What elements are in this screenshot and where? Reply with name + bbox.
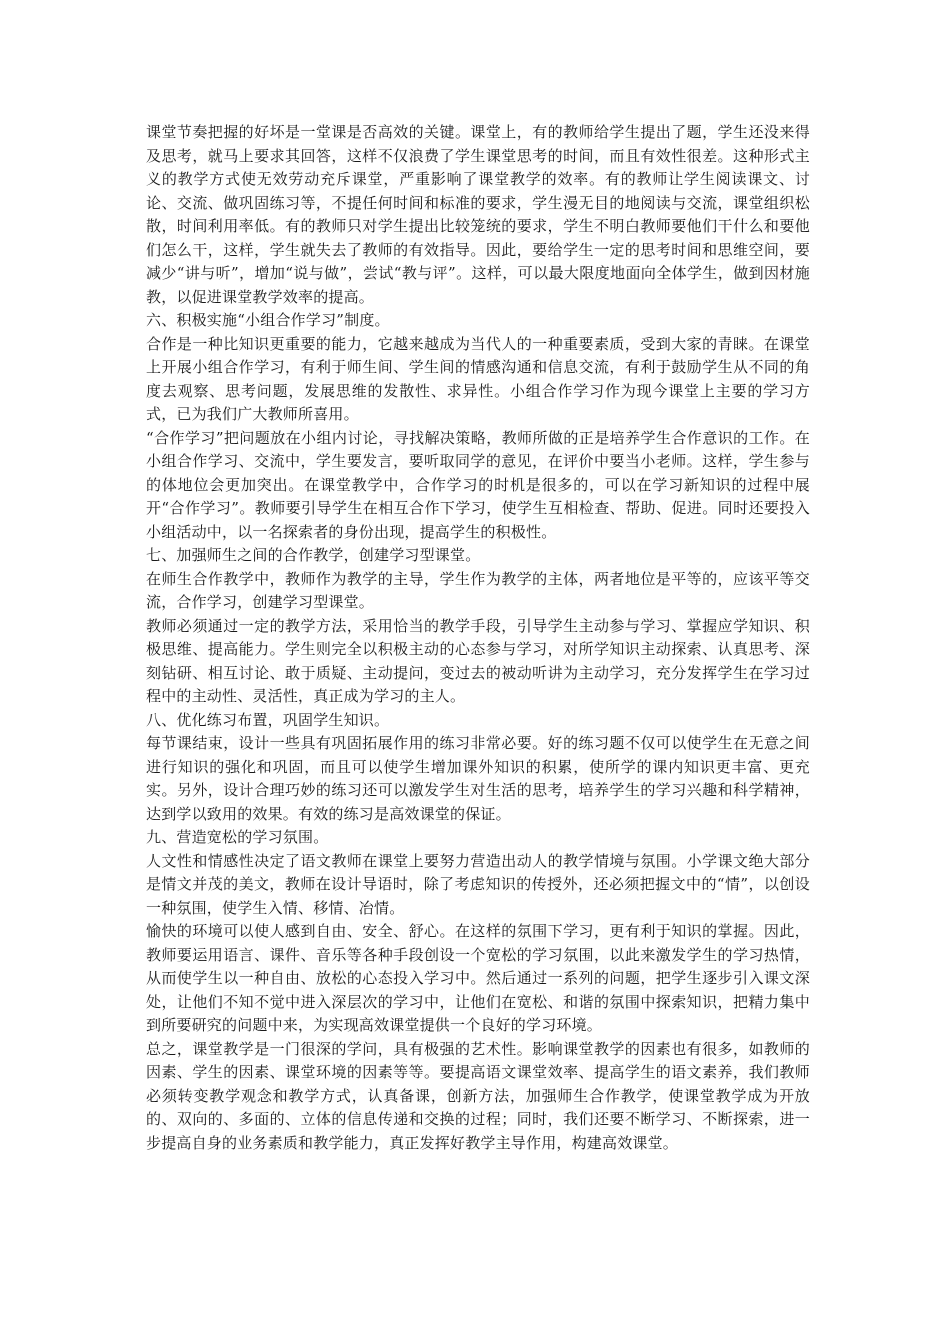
paragraph-conclusion: 总之，课堂教学是一门很深的学问，具有极强的艺术性。影响课堂教学的因素也有很多，如教师的因素、学生的因素、课堂环境的因素等等。要提高语文课堂效率、提高学生的语文素养，我们教师必须转变教学观念和教学方式，认真备课，创新方法，加强师生合作教学，使课堂教学成为开放的、双向的、多面的、立体的信息传递和交换的过程；同时，我们还要不断学习、不断探索，进一步提高自身的业务素质和教学能力，真正发挥好教学主导作用，构建高效课堂。 bbox=[146, 1039, 810, 1152]
section-heading-seven: 七、加强师生之间的合作教学，创建学习型课堂。 bbox=[146, 546, 481, 564]
document-body bbox=[146, 121, 810, 1155]
paragraph-cooperative-learning: “合作学习”把问题放在小组内讨论，寻找解决策略，教师所做的正是培养学生合作意识的工作。在小组合作学习、交流中，学生要发言，要听取同学的意见，在评价中要当小老师。这样，学生参与的体地位会更加突出。在课堂教学中，合作学习的时机是很多的，可以在学习新知识的过程中展开“合作学习”。教师要引导学生在相互合作下学习，使学生互相检查、帮助、促进。同时还要投入小组活动中，以一名探索者的身份出现，提高学生的积极性。 bbox=[146, 428, 810, 541]
paragraph-classroom-rhythm: 课堂节奏把握的好坏是一堂课是否高效的关键。课堂上，有的教师给学生提出了题，学生还没来得及思考，就马上要求其回答，这样不仅浪费了学生课堂思考的时间，而且有效性很差。这种形式主义的教学方式使无效劳动充斥课堂，严重影响了课堂教学的效率。有的教师让学生阅读课文、讨论、交流、做巩固练习等，不提任何时间和标准的要求，学生漫无目的地阅读与交流，课堂组织松散，时间利用率低。有的教师只对学生提出比较笼统的要求，学生不明白教师要他们干什么和要他们怎么干，这样，学生就失去了教师的有效指导。因此，要给学生一定的思考时间和思维空间，要减少“讲与听”，增加“说与做”，尝试“教与评”。这样，可以最大限度地面向全体学生，做到因材施教，以促进课堂教学效率的提高。 bbox=[146, 123, 810, 306]
paragraph-cooperation-ability: 合作是一种比知识更重要的能力，它越来越成为当代人的一种重要素质，受到大家的青睐。在课堂上开展小组合作学习，有利于师生间、学生间的情感沟通和信息交流，有利于鼓励学生从不同的角度去观察、思考问题，发展思维的发散性、求异性。小组合作学习作为现今课堂上主要的学习方式，已为我们广大教师所喜用。 bbox=[146, 334, 810, 423]
paragraph-atmosphere: 人文性和情感性决定了语文教师在课堂上要努力营造出动人的教学情境与氛围。小学课文绝大部分是情文并茂的美文，教师在设计导语时，除了考虑知识的传授外，还必须把握文中的“情”，以创设一种氛围，使学生入情、移情、冶情。 bbox=[146, 851, 810, 917]
section-heading-nine: 九、营造宽松的学习氛围。 bbox=[146, 828, 329, 846]
paragraph-exercises: 每节课结束，设计一些具有巩固拓展作用的练习非常必要。好的练习题不仅可以使学生在无意之间进行知识的强化和巩固，而且可以使学生增加课外知识的积累，使所学的课内知识更丰富、更充实。另外，设计合理巧妙的练习还可以激发学生对生活的思考，培养学生的学习兴趣和科学精神，达到学以致用的效果。有效的练习是高效课堂的保证。 bbox=[146, 734, 810, 823]
section-heading-eight: 八、优化练习布置，巩固学生知识。 bbox=[146, 710, 390, 729]
section-heading-six: 六、积极实施“小组合作学习”制度。 bbox=[146, 311, 390, 329]
paragraph-teacher-student-cooperation: 在师生合作教学中，教师作为教学的主导，学生作为教学的主体，两者地位是平等的，应该平等交流，合作学习，创建学习型课堂。 bbox=[146, 569, 810, 611]
paragraph-teaching-methods: 教师必须通过一定的教学方法，采用恰当的教学手段，引导学生主动参与学习、掌握应学知识、积极思维、提高能力。学生则完全以积极主动的心态参与学习，对所学知识主动探索、认真思考、深刻钻研、相互讨论、敢于质疑、主动提问，变过去的被动听讲为主动学习，充分发挥学生在学习过程中的主动性、灵活性，真正成为学习的主人。 bbox=[146, 616, 810, 705]
paragraph-pleasant-environment: 愉快的环境可以使人感到自由、安全、舒心。在这样的氛围下学习，更有利于知识的掌握。因此，教师要运用语言、课件、音乐等各种手段创设一个宽松的学习氛围，以此来激发学生的学习热情，从而使学生以一种自由、放松的心态投入学习中。然后通过一系列的问题，把学生逐步引入课文深处，让他们不知不觉中进入深层次的学习中，让他们在宽松、和谐的氛围中探索知识，把精力集中到所要研究的问题中来，为实现高效课堂提供一个良好的学习环境。 bbox=[146, 922, 810, 1034]
